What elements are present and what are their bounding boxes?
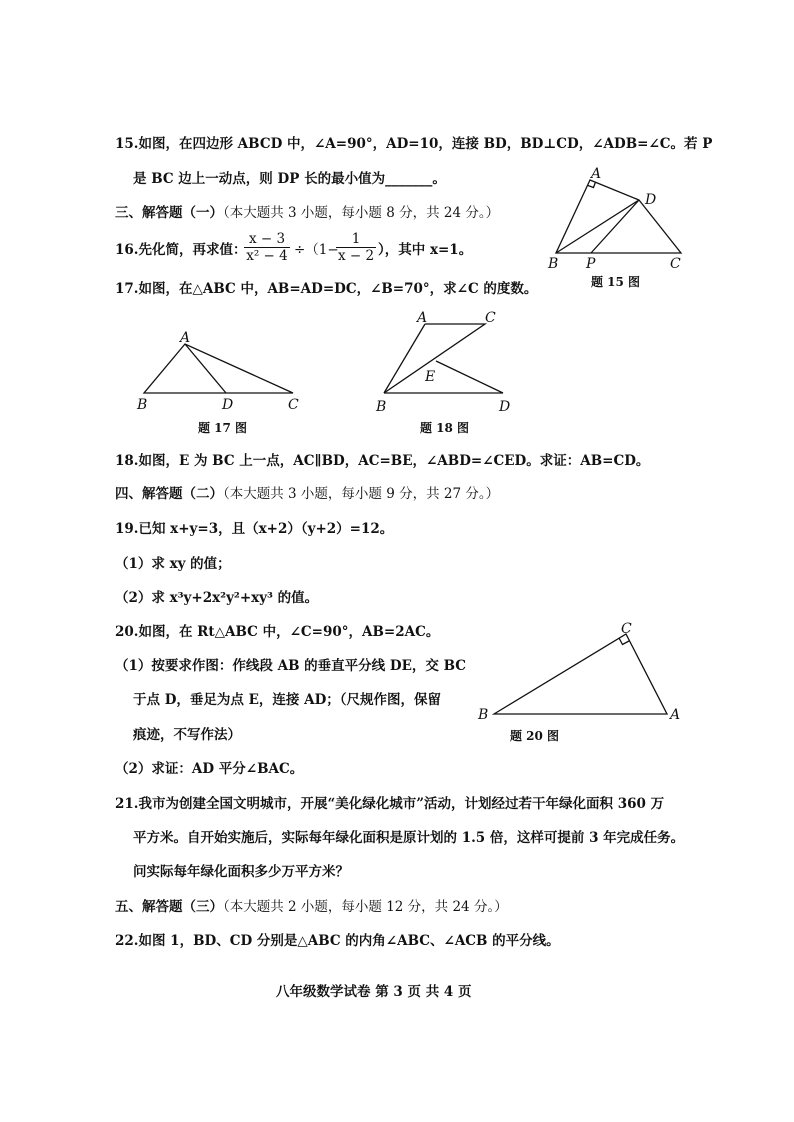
fig15-caption: 题 15 图 bbox=[591, 275, 641, 289]
fig20-right-angle-mark bbox=[619, 638, 629, 645]
fig17-label-c: C bbox=[288, 397, 299, 413]
section-4-title: 四、解答题（二） bbox=[115, 486, 223, 502]
fig18-segment-ed bbox=[436, 361, 503, 393]
q16-frac1-denominator: x² − 4 bbox=[246, 248, 288, 264]
fig20-diagram bbox=[494, 634, 667, 714]
fig15-label-b: B bbox=[548, 256, 559, 272]
fig15-diagram bbox=[556, 180, 681, 253]
q16-prefix: 16.先化简，再求值： bbox=[115, 242, 247, 258]
q20-part2: （2）求证：AD 平分∠BAC。 bbox=[115, 761, 304, 777]
q16-division: ÷（1− bbox=[294, 242, 339, 258]
section-3-title: 三、解答题（一） bbox=[115, 205, 223, 221]
fig18-label-b: B bbox=[376, 399, 387, 415]
q20-text: 20.如图，在 Rt△ABC 中，∠C=90°，AB=2AC。 bbox=[115, 624, 440, 640]
fig15-label-c: C bbox=[670, 256, 681, 272]
fig17-label-d: D bbox=[222, 397, 234, 413]
q19-part1: （1）求 xy 的值； bbox=[115, 556, 231, 572]
fig20-label-a: A bbox=[670, 707, 681, 723]
fig15-label-a: A bbox=[591, 166, 602, 182]
q19-part2: （2）求 x³y+2x²y²+xy³ 的值。 bbox=[115, 590, 319, 606]
fig17-caption: 题 17 图 bbox=[198, 421, 248, 435]
fig17-label-a: A bbox=[180, 330, 191, 346]
section-5-title: 五、解答题（三） bbox=[115, 899, 223, 915]
fig20-label-b: B bbox=[478, 707, 489, 723]
q20-part1-line3: 痕迹，不写作法） bbox=[133, 727, 241, 743]
section-5-note: （本大题共 2 小题，每小题 12 分，共 24 分。） bbox=[223, 899, 508, 915]
q21-line3: 问实际每年绿化面积多少万平方米？ bbox=[133, 864, 349, 880]
section-3-note: （本大题共 3 小题，每小题 8 分，共 24 分。） bbox=[223, 205, 500, 221]
q18-text: 18.如图，E 为 BC 上一点，AC∥BD，AC=BE，∠ABD=∠CED。求证：AB=CD。 bbox=[115, 453, 650, 469]
fig15-label-p: P bbox=[586, 256, 596, 272]
fig18-caption: 题 18 图 bbox=[420, 421, 470, 435]
fig18-label-e: E bbox=[425, 369, 436, 385]
fig20-triangle bbox=[494, 634, 667, 714]
fig18-diagram bbox=[384, 324, 503, 393]
q21-line1: 21.我市为创建全国文明城市，开展“美化绿化城市”活动，计划经过若干年绿化面积 360 万 bbox=[115, 796, 665, 812]
fig15-label-d: D bbox=[645, 192, 657, 208]
q16-frac1-numerator: x − 3 bbox=[244, 232, 290, 248]
q22-text: 22.如图 1，BD、CD 分别是△ABC 的内角∠ABC、∠ACB 的平分线。 bbox=[115, 933, 560, 949]
fig17-triangle bbox=[144, 344, 293, 393]
fig17-label-b: B bbox=[137, 397, 148, 413]
q20-part1-line2: 于点 D，垂足为点 E，连接 AD；（尺规作图，保留 bbox=[133, 692, 442, 708]
page-footer: 八年级数学试卷 第 3 页 共 4 页 bbox=[276, 984, 472, 1000]
q21-line2: 平方米。自开始实施后，实际每年绿化面积是原计划的 1.5 倍，这样可提前 3 年完成任务。 bbox=[133, 830, 685, 846]
q16-frac2-numerator: 1 bbox=[336, 232, 376, 248]
q17-text: 17.如图，在△ABC 中，AB=AD=DC，∠B=70°，求∠C 的度数。 bbox=[115, 281, 538, 297]
fig17-diagram bbox=[144, 344, 293, 393]
fig18-label-a: A bbox=[417, 310, 428, 326]
fig15-quadrilateral bbox=[556, 180, 681, 253]
section-4-note: （本大题共 3 小题，每小题 9 分，共 27 分。） bbox=[223, 486, 500, 502]
q15-line1: 15.如图，在四边形 ABCD 中，∠A=90°，AD=10，连接 BD，BD⊥CD，∠ADB=∠C。若 P bbox=[115, 136, 713, 152]
fig18-segment-ab bbox=[384, 324, 425, 393]
q15-line2: 是 BC 边上一动点，则 DP 长的最小值为_______。 bbox=[133, 171, 446, 187]
q19-text: 19.已知 x+y=3，且（x+2）（y+2）=12。 bbox=[115, 521, 394, 537]
fig20-label-c: C bbox=[621, 621, 632, 637]
q20-part1-line1: （1）按要求作图：作线段 AB 的垂直平分线 DE，交 BC bbox=[115, 658, 466, 674]
fig17-segment-ad bbox=[185, 344, 226, 393]
q16-frac2-denominator: x − 2 bbox=[337, 248, 375, 264]
fig20-caption: 题 20 图 bbox=[510, 729, 560, 743]
fig18-label-d: D bbox=[499, 399, 511, 415]
q16-suffix: ），其中 x=1。 bbox=[378, 242, 473, 258]
fig18-label-c: C bbox=[485, 310, 496, 326]
